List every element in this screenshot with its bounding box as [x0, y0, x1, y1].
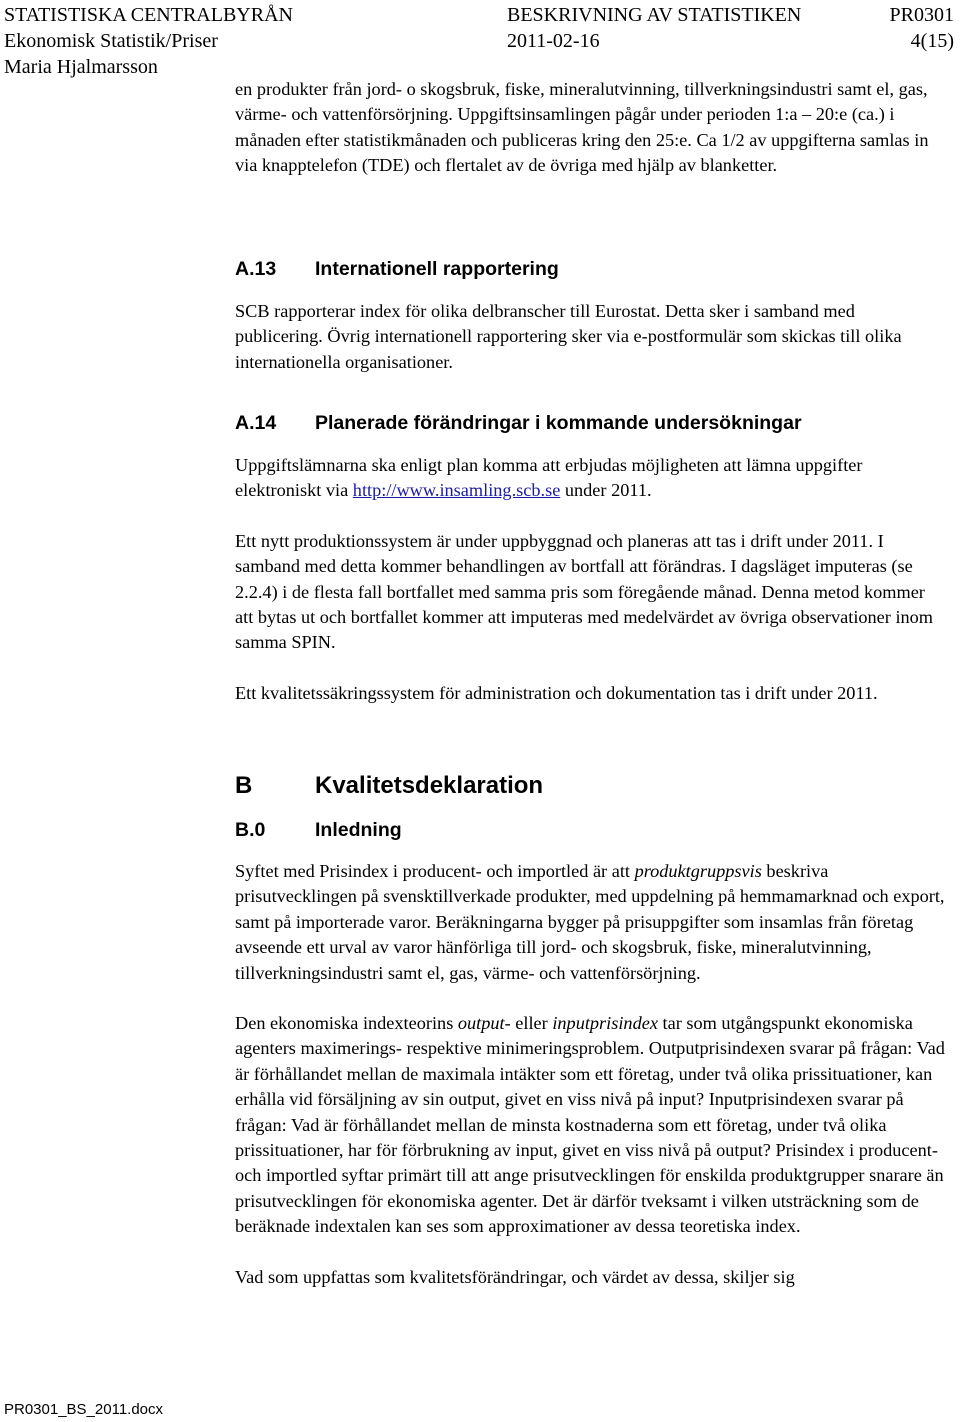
section-b0-body: [235, 859, 947, 1290]
header-code: PR0301: [889, 4, 954, 26]
section-a14-paragraph-1: [235, 453, 947, 504]
section-b0-paragraph-1: [235, 859, 947, 986]
text-run: tar som utgångspunkt ekonomiska agenters maximerings- respektive minimeringsproblem. Outputprisindexen svarar på frågan: Vad är förhållandet mellan de maximala intäkter som ett företag, under två olika prissituationer, kan erhålla vid försäljning av sin output, givet en viss nivå på input? Inputprisindexen svarar på frågan: Vad är förhållandet mellan de minsta kostnaderna som ett företag, under två olika prissituationer, har för förbrukning av input, givet en viss nivå på output? Prisindex i producent- och importled syftar primärt till att ange prisutvecklingen för enskilda produktgrupper snarare än prisutvecklingen för ekonomiska agenter. Det är därför tveksamt i vilken utsträckning som de beräknade indextalen kan ses som approximationer av dessa teoretiska index.: [235, 1013, 945, 1237]
footer-filename: PR0301_BS_2011.docx: [4, 1401, 164, 1418]
text-run: under 2011.: [560, 480, 652, 501]
section-number: B.0: [235, 819, 266, 841]
section-b0-paragraph-2: [235, 1011, 947, 1240]
emphasis: output-: [457, 1013, 511, 1034]
intro-paragraph: en produkter från jord- o skogsbruk, fiske, mineralutvinning, tillverkningsindustri samt el, gas, värme- och vattenförsörjning. Uppgiftsinsamlingen pågår under perioden 1:a – 20:e (ca.) i månaden efter statistikmånaden och publiceras kring den 25:e. Ca 1/2 av uppgifterna samlas in via knapptelefon (TDE) och flertalet av de övriga med hjälp av blanketter.: [235, 79, 929, 176]
header-date: 2011-02-16: [507, 30, 600, 52]
text-run: eller: [510, 1013, 553, 1034]
text-run: beskriva prisutvecklingen på svensktillverkade produkter, med uppdelning på hemmamarknad och export, samt på importerade varor. Beräkningarna bygger på prisuppgifter som insamlas från företag avseende ett urval av varor hänförliga till jord- och skogsbruk, fiske, mineralutvinning, tillverkningsindustri samt el, gas, värme- och vattenförsörjning.: [235, 861, 945, 983]
section-a13-heading: [235, 257, 559, 281]
section-b0-heading: [235, 818, 402, 842]
intro-block: [235, 77, 947, 179]
text-run: Syftet med Prisindex i producent- och importled är att: [235, 861, 635, 881]
section-a14-paragraph-2: Ett nytt produktionssystem är under uppbyggnad och planeras att tas i drift under 2011. I samband med detta kommer behandlingen av bortfall att förändras. I dagsläget imputeras (se 2.2.4) i de flesta fall bortfallet med samma pris som föregående månad. Denna metod kommer att bytas ut och bortfallet kommer att imputeras med medelvärdet av övriga observationer inom samma SPIN.: [235, 530, 934, 653]
emphasis: inputprisindex: [552, 1013, 658, 1034]
page-header: [4, 3, 954, 78]
section-title: Internationell rapportering: [315, 258, 559, 280]
section-a13-body: [235, 299, 947, 375]
section-title: Kvalitetsdeklaration: [315, 772, 544, 799]
text-run: Den ekonomiska indexteorins: [235, 1013, 458, 1034]
header-doc-type: BESKRIVNING AV STATISTIKEN: [507, 4, 802, 26]
section-title: Inledning: [315, 819, 402, 841]
text-run: Uppgiftslämnarna ska enligt plan komma att erbjudas möjligheten att lämna uppgifter elektroniskt via: [235, 455, 863, 501]
header-org: STATISTISKA CENTRALBYRÅN: [4, 4, 293, 26]
section-number: A.14: [235, 412, 277, 434]
section-a14-paragraph-3: Ett kvalitetssäkringssystem för administration och dokumentation tas i drift under 2011.: [235, 682, 878, 703]
section-a13-paragraph: SCB rapporterar index för olika delbranscher till Eurostat. Detta sker i samband med publicering. Övrig internationell rapportering sker via e-postformulär som skickas till olika internationella organisationer.: [235, 301, 902, 372]
section-b-heading: [235, 771, 543, 801]
section-number: B: [235, 772, 253, 799]
section-title: Planerade förändringar i kommande undersökningar: [315, 412, 802, 434]
section-a14-heading: [235, 411, 802, 435]
section-number: A.13: [235, 258, 277, 280]
emphasis: produktgruppsvis: [634, 861, 762, 881]
header-author: Maria Hjalmarsson: [4, 56, 158, 78]
header-department: Ekonomisk Statistik/Priser: [4, 30, 218, 52]
insamling-link[interactable]: http://www.insamling.scb.se: [352, 480, 561, 501]
section-a14-body: [235, 453, 947, 706]
header-page-number: 4(15): [910, 30, 954, 52]
section-b0-paragraph-3: Vad som uppfattas som kvalitetsförändringar, och värdet av dessa, skiljer sig: [235, 1266, 795, 1287]
